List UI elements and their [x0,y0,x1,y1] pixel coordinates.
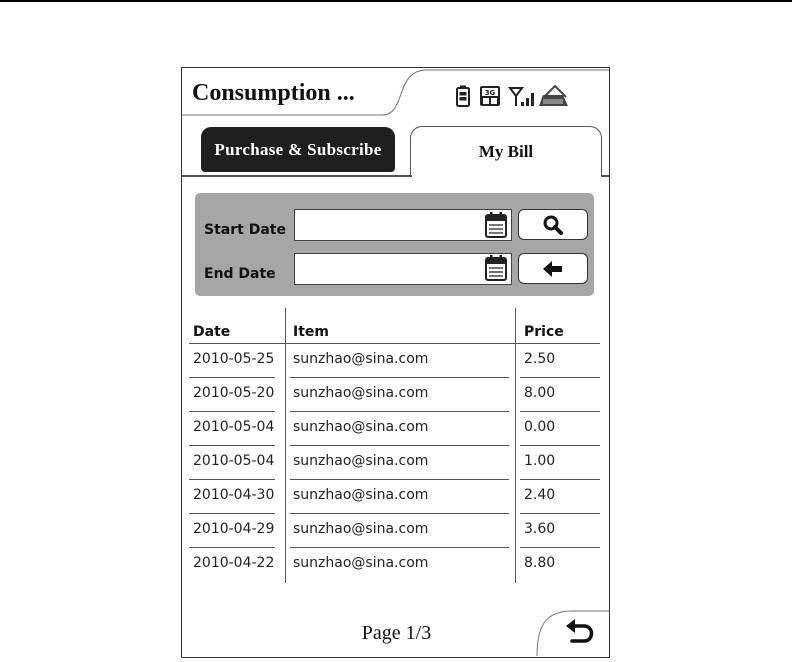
row-price: 3.60 [524,521,556,537]
top-divider-line [0,0,792,2]
row-price: 8.80 [524,555,556,571]
return-icon[interactable] [564,617,598,647]
column-header-item: Item [293,324,329,340]
column-header-date: Date [193,324,231,340]
row-item: sunzhao@sina.com [293,453,429,469]
row-item: sunzhao@sina.com [293,351,429,367]
row-item: sunzhao@sina.com [293,555,429,571]
row-price: 1.00 [524,453,556,469]
svg-text:3G: 3G [484,89,496,97]
column-header-price: Price [524,324,564,340]
row-date: 2010-05-04 [193,419,275,435]
row-date: 2010-04-29 [193,521,275,537]
page-title: Consumption ... [192,80,355,106]
tab-my-bill[interactable]: My Bill [410,126,602,176]
row-item: sunzhao@sina.com [293,487,429,503]
row-item: sunzhao@sina.com [293,419,429,435]
row-date: 2010-05-25 [193,351,275,367]
row-price: 2.50 [524,351,556,367]
row-item: sunzhao@sina.com [293,385,429,401]
row-date: 2010-05-04 [193,453,275,469]
row-date: 2010-04-22 [193,555,275,571]
tab-purchase-subscribe[interactable]: Purchase & Subscribe [201,127,395,172]
row-date: 2010-04-30 [193,487,275,503]
page-indicator: Page 1/3 [361,622,432,644]
row-date: 2010-05-20 [193,385,275,401]
footer-curve-decoration [182,68,610,658]
end-date-label: End Date [204,266,276,282]
row-price: 0.00 [524,419,556,435]
row-item: sunzhao@sina.com [293,521,429,537]
start-date-label: Start Date [204,222,286,238]
phone-screen [181,67,610,658]
row-price: 8.00 [524,385,556,401]
row-price: 2.40 [524,487,556,503]
